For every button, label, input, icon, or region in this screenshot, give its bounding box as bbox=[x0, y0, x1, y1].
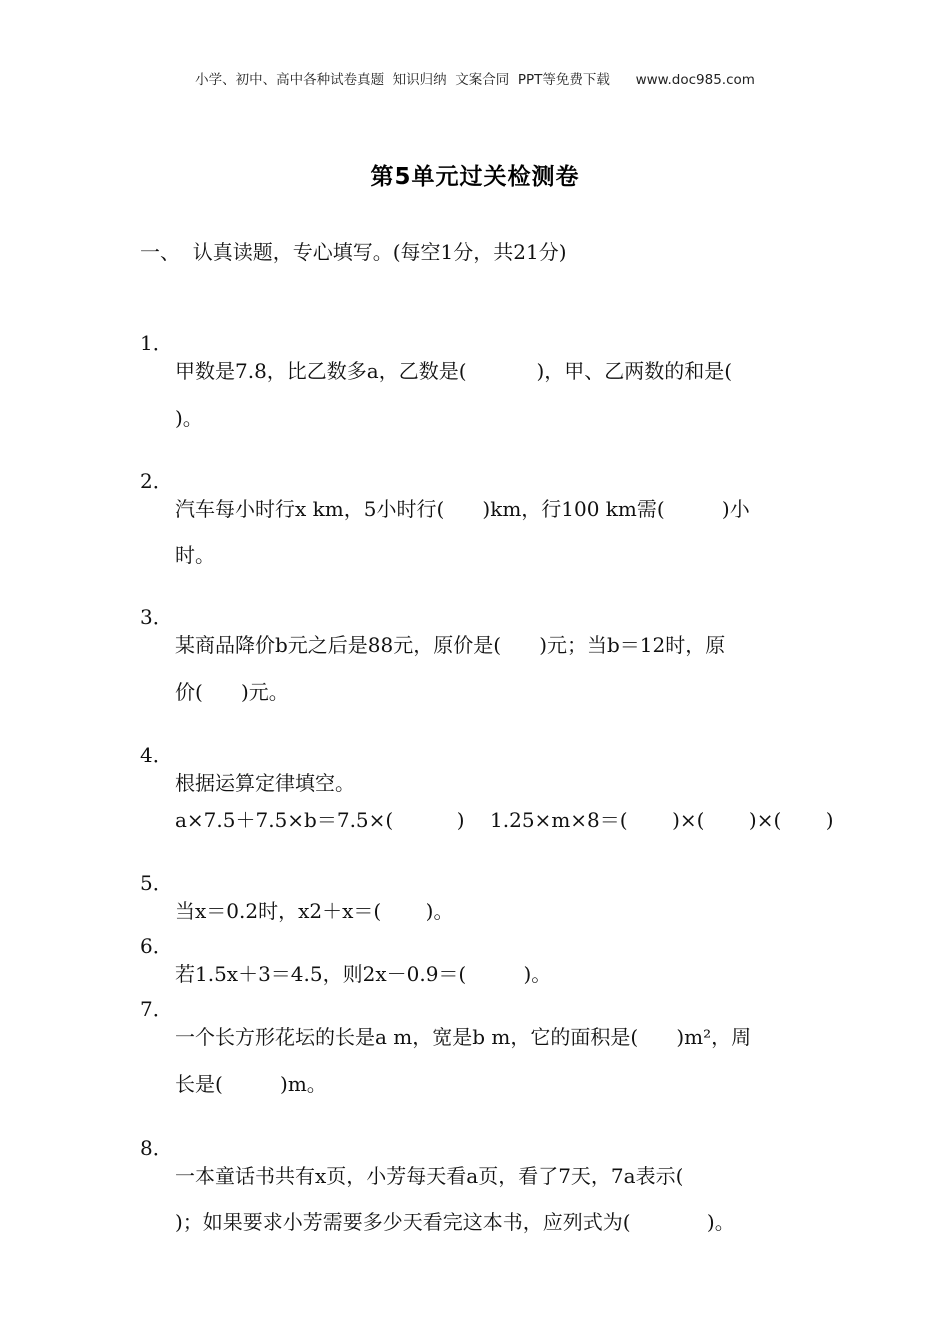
question-1 bbox=[0, 301, 950, 385]
question-number: 7． bbox=[140, 997, 173, 1021]
question-text: 根据运算定律填空。 bbox=[175, 771, 355, 795]
question-number: 8． bbox=[140, 1136, 173, 1160]
question-2 bbox=[0, 439, 950, 523]
question-8-continued bbox=[0, 1180, 950, 1236]
question-text: 价( )元。 bbox=[175, 680, 289, 704]
question-number: 3． bbox=[140, 605, 173, 629]
question-number: 4． bbox=[140, 743, 173, 767]
question-number: 5． bbox=[140, 871, 173, 895]
question-text: 时。 bbox=[175, 543, 215, 567]
question-7-continued bbox=[0, 1042, 950, 1098]
question-text: 长是( )m。 bbox=[175, 1072, 327, 1096]
question-text: 甲数是7.8，比乙数多a，乙数是( )，甲、乙两数的和是( bbox=[175, 359, 733, 383]
question-text: )。 bbox=[175, 406, 203, 430]
question-text: 若1.5x＋3＝4.5，则2x－0.9＝( )。 bbox=[175, 962, 552, 986]
question-text: 一个长方形花坛的长是a m，宽是b m，它的面积是( )m²，周 bbox=[175, 1025, 752, 1049]
question-4-equations bbox=[0, 778, 950, 834]
question-text: 汽车每小时行x km，5小时行( )km，行100 km需( )小 bbox=[175, 497, 750, 521]
question-text: 当x＝0.2时，x2＋x＝( )。 bbox=[175, 899, 454, 923]
question-text: 一本童话书共有x页，小芳每天看a页，看了7天，7a表示( bbox=[175, 1164, 684, 1188]
question-number: 1． bbox=[140, 331, 173, 355]
section-heading: 一、 认真读题，专心填写。(每空1分，共21分) bbox=[140, 240, 567, 264]
page-title: 第5单元过关检测卷 bbox=[370, 164, 580, 190]
question-1-continued bbox=[0, 376, 950, 432]
question-text: 某商品降价b元之后是88元，原价是( )元；当b＝12时，原 bbox=[175, 633, 726, 657]
question-number: 6． bbox=[140, 934, 173, 958]
page-header-banner: 小学、初中、高中各种试卷真题 知识归纳 文案合同 PPT等免费下载 www.doc985.com bbox=[195, 72, 755, 88]
question-7 bbox=[0, 967, 950, 1051]
question-number: 2． bbox=[140, 469, 173, 493]
question-2-continued bbox=[0, 513, 950, 569]
question-3 bbox=[0, 575, 950, 659]
question-8 bbox=[0, 1106, 950, 1190]
question-3-continued bbox=[0, 650, 950, 706]
question-text: )；如果要求小芳需要多少天看完这本书，应列式为( )。 bbox=[175, 1210, 735, 1234]
question-text: a×7.5＋7.5×b＝7.5×( ) 1.25×m×8＝( )×( )×( ) bbox=[175, 808, 834, 832]
